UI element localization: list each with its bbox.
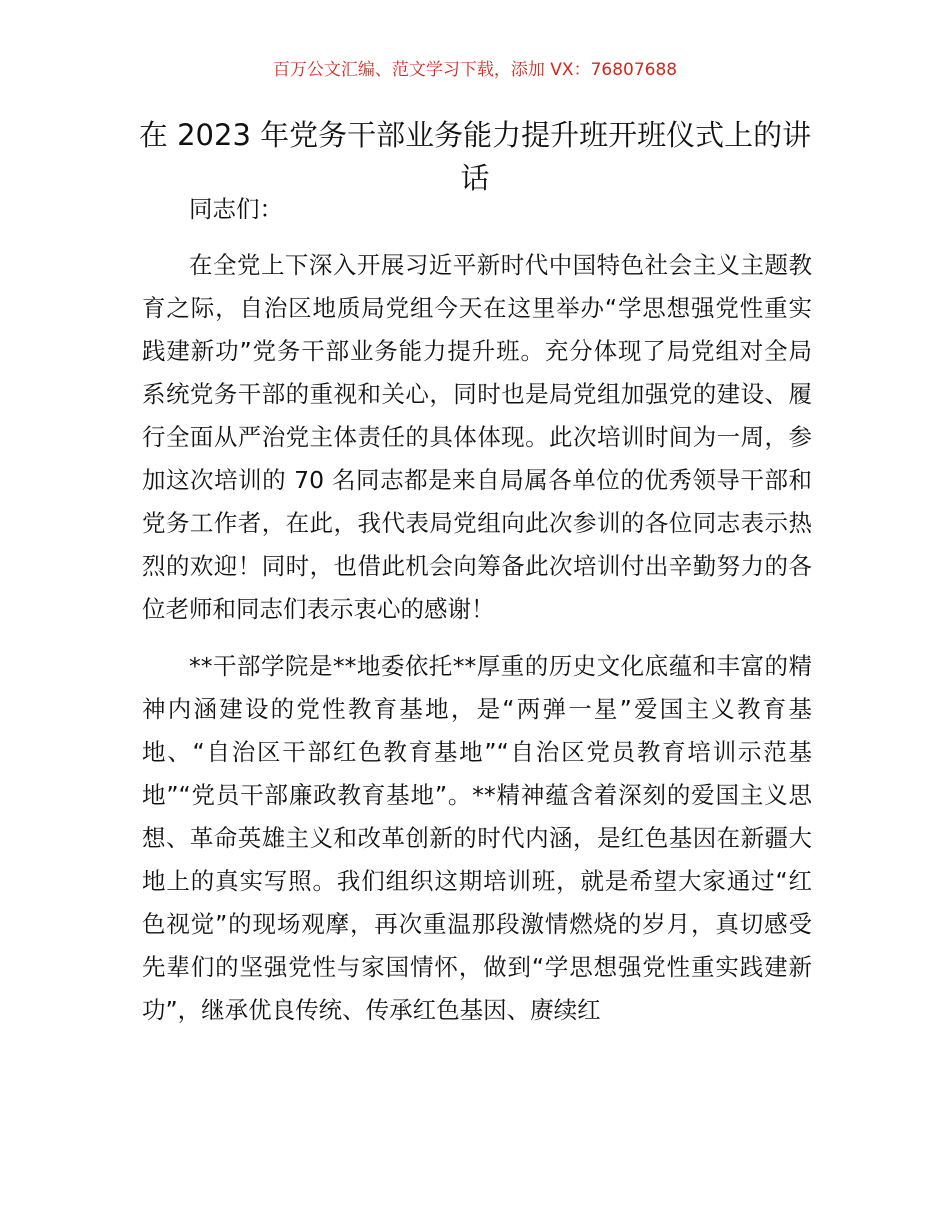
header-watermark-note: 百万公文汇编、范文学习下载，添加 VX：76807688: [272, 60, 678, 80]
paragraph-2: **干部学院是**地委依托**厚重的历史文化底蕴和丰富的精神内涵建设的党性教育基地，是“两弹一星”爱国主义教育基地、“自治区干部红色教育基地”“自治区党员教育培训示范基地”“党员干部廉政教育基地”。**精神蕴含着深刻的爱国主义思想、革命英雄主义和改革创新的时代内涵，是红色基因在新疆大地上的真实写照。我们组织这期培训班，就是希望大家通过“红色视觉”的现场观摩，再次重温那段激情燃烧的岁月，真切感受先辈们的坚强党性与家国情怀，做到“学思想强党性重实践建新功”，继承优良传统、传承红色基因、赓续红: [142, 652, 812, 1024]
document-body: [142, 188, 812, 1032]
document-title: 在 2023 年党务干部业务能力提升班开班仪式上的讲话: [138, 118, 812, 195]
salutation: 同志们：: [189, 195, 283, 223]
paragraph-1: 在全党上下深入开展习近平新时代中国特色社会主义主题教育之际，自治区地质局党组今天在这里举办“学思想强党性重实践建新功”党务干部业务能力提升班。充分体现了局党组对全局系统党务干部的重视和关心，同时也是局党组加强党的建设、履行全面从严治党主体责任的具体体现。此次培训时间为一周，参加这次培训的 70 名同志都是来自局属各单位的优秀领导干部和党务工作者，在此，我代表局党组向此次参训的各位同志表示热烈的欢迎！同时，也借此机会向筹备此次培训付出辛勤努力的各位老师和同志们表示衷心的感谢！: [142, 251, 812, 623]
